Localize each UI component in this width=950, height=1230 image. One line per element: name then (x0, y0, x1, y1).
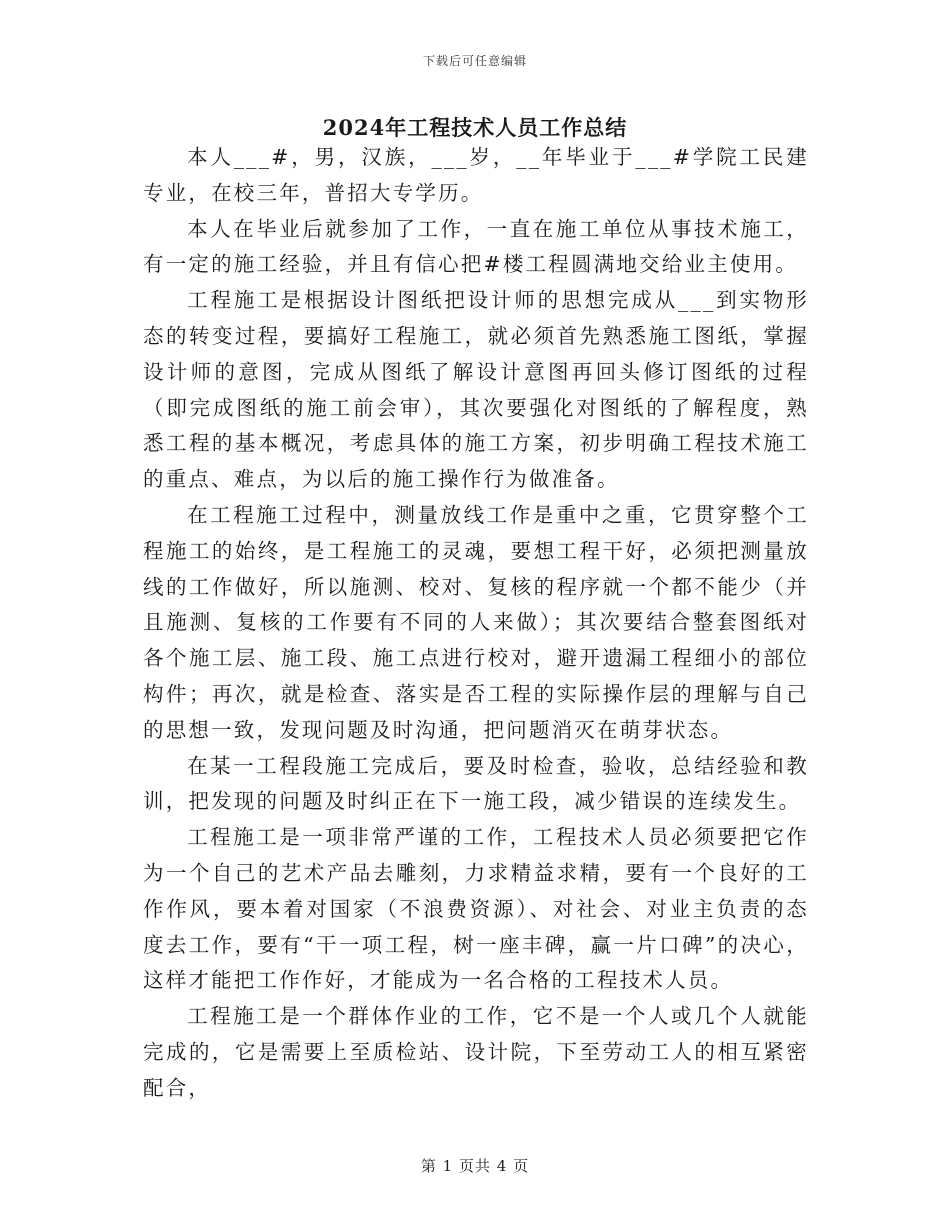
paragraph-teamwork: 工程施工是一个群体作业的工作，它不是一个人或几个人就能完成的，它是需要上至质检站、设计院，下至劳动工人的相互紧密配合， (143, 1004, 809, 1100)
paragraph-survey-layout: 在工程施工过程中，测量放线工作是重中之重，它贯穿整个工程施工的始终，是工程施工的灵魂，要想工程干好，必须把测量放线的工作做好，所以施测、校对、复核的程序就一个都不能少（并且施测、复核的工作要有不同的人来做）；其次要结合整套图纸对各个施工层、施工段、施工点进行校对，避开遗漏工程细小的部位构件；再次，就是检查、落实是否工程的实际操作层的理解与自己的思想一致，发现问题及时沟通，把问题消灭在萌芽状态。 (143, 502, 809, 742)
paragraph-drawing-review: 工程施工是根据设计图纸把设计师的思想完成从___到实物形态的转变过程，要搞好工程施工，就必须首先熟悉施工图纸，掌握设计师的意图，完成从图纸了解设计意图再回头修订图纸的过程（即完成图纸的施工前会审），其次要强化对图纸的了解程度，熟悉工程的基本概况，考虑具体的施工方案，初步明确工程技术施工的重点、难点，为以后的施工操作行为做准备。 (143, 288, 809, 492)
paragraph-inspection: 在某一工程段施工完成后，要及时检查，验收，总结经验和教训，把发现的问题及时纠正在下一施工段，减少错误的连续发生。 (143, 753, 809, 814)
page-number: 第 1 页共 4 页 (420, 1157, 530, 1175)
document-body (143, 140, 809, 1107)
paragraph-work-attitude: 工程施工是一项非常严谨的工作，工程技术人员必须要把它作为一个自己的艺术产品去雕刻，力求精益求精，要有一个良好的工作作风，要本着对国家（不浪费资源）、对社会、对业主负责的态度去工作，要有“干一项工程，树一座丰碑，赢一片口碑”的决心，这样才能把工作作好，才能成为一名合格的工程技术人员。 (143, 825, 809, 993)
paragraph-work-experience: 本人在毕业后就参加了工作，一直在施工单位从事技术施工，有一定的施工经验，并且有信心把#楼工程圆满地交给业主使用。 (143, 216, 809, 277)
paragraph-personal-info: 本人___#，男，汉族，___岁，__年毕业于___#学院工民建专业，在校三年，普招大专学历。 (143, 145, 809, 205)
header-note: 下载后可任意编辑 (422, 54, 527, 68)
document-title: 2024年工程技术人员工作总结 (322, 115, 628, 140)
